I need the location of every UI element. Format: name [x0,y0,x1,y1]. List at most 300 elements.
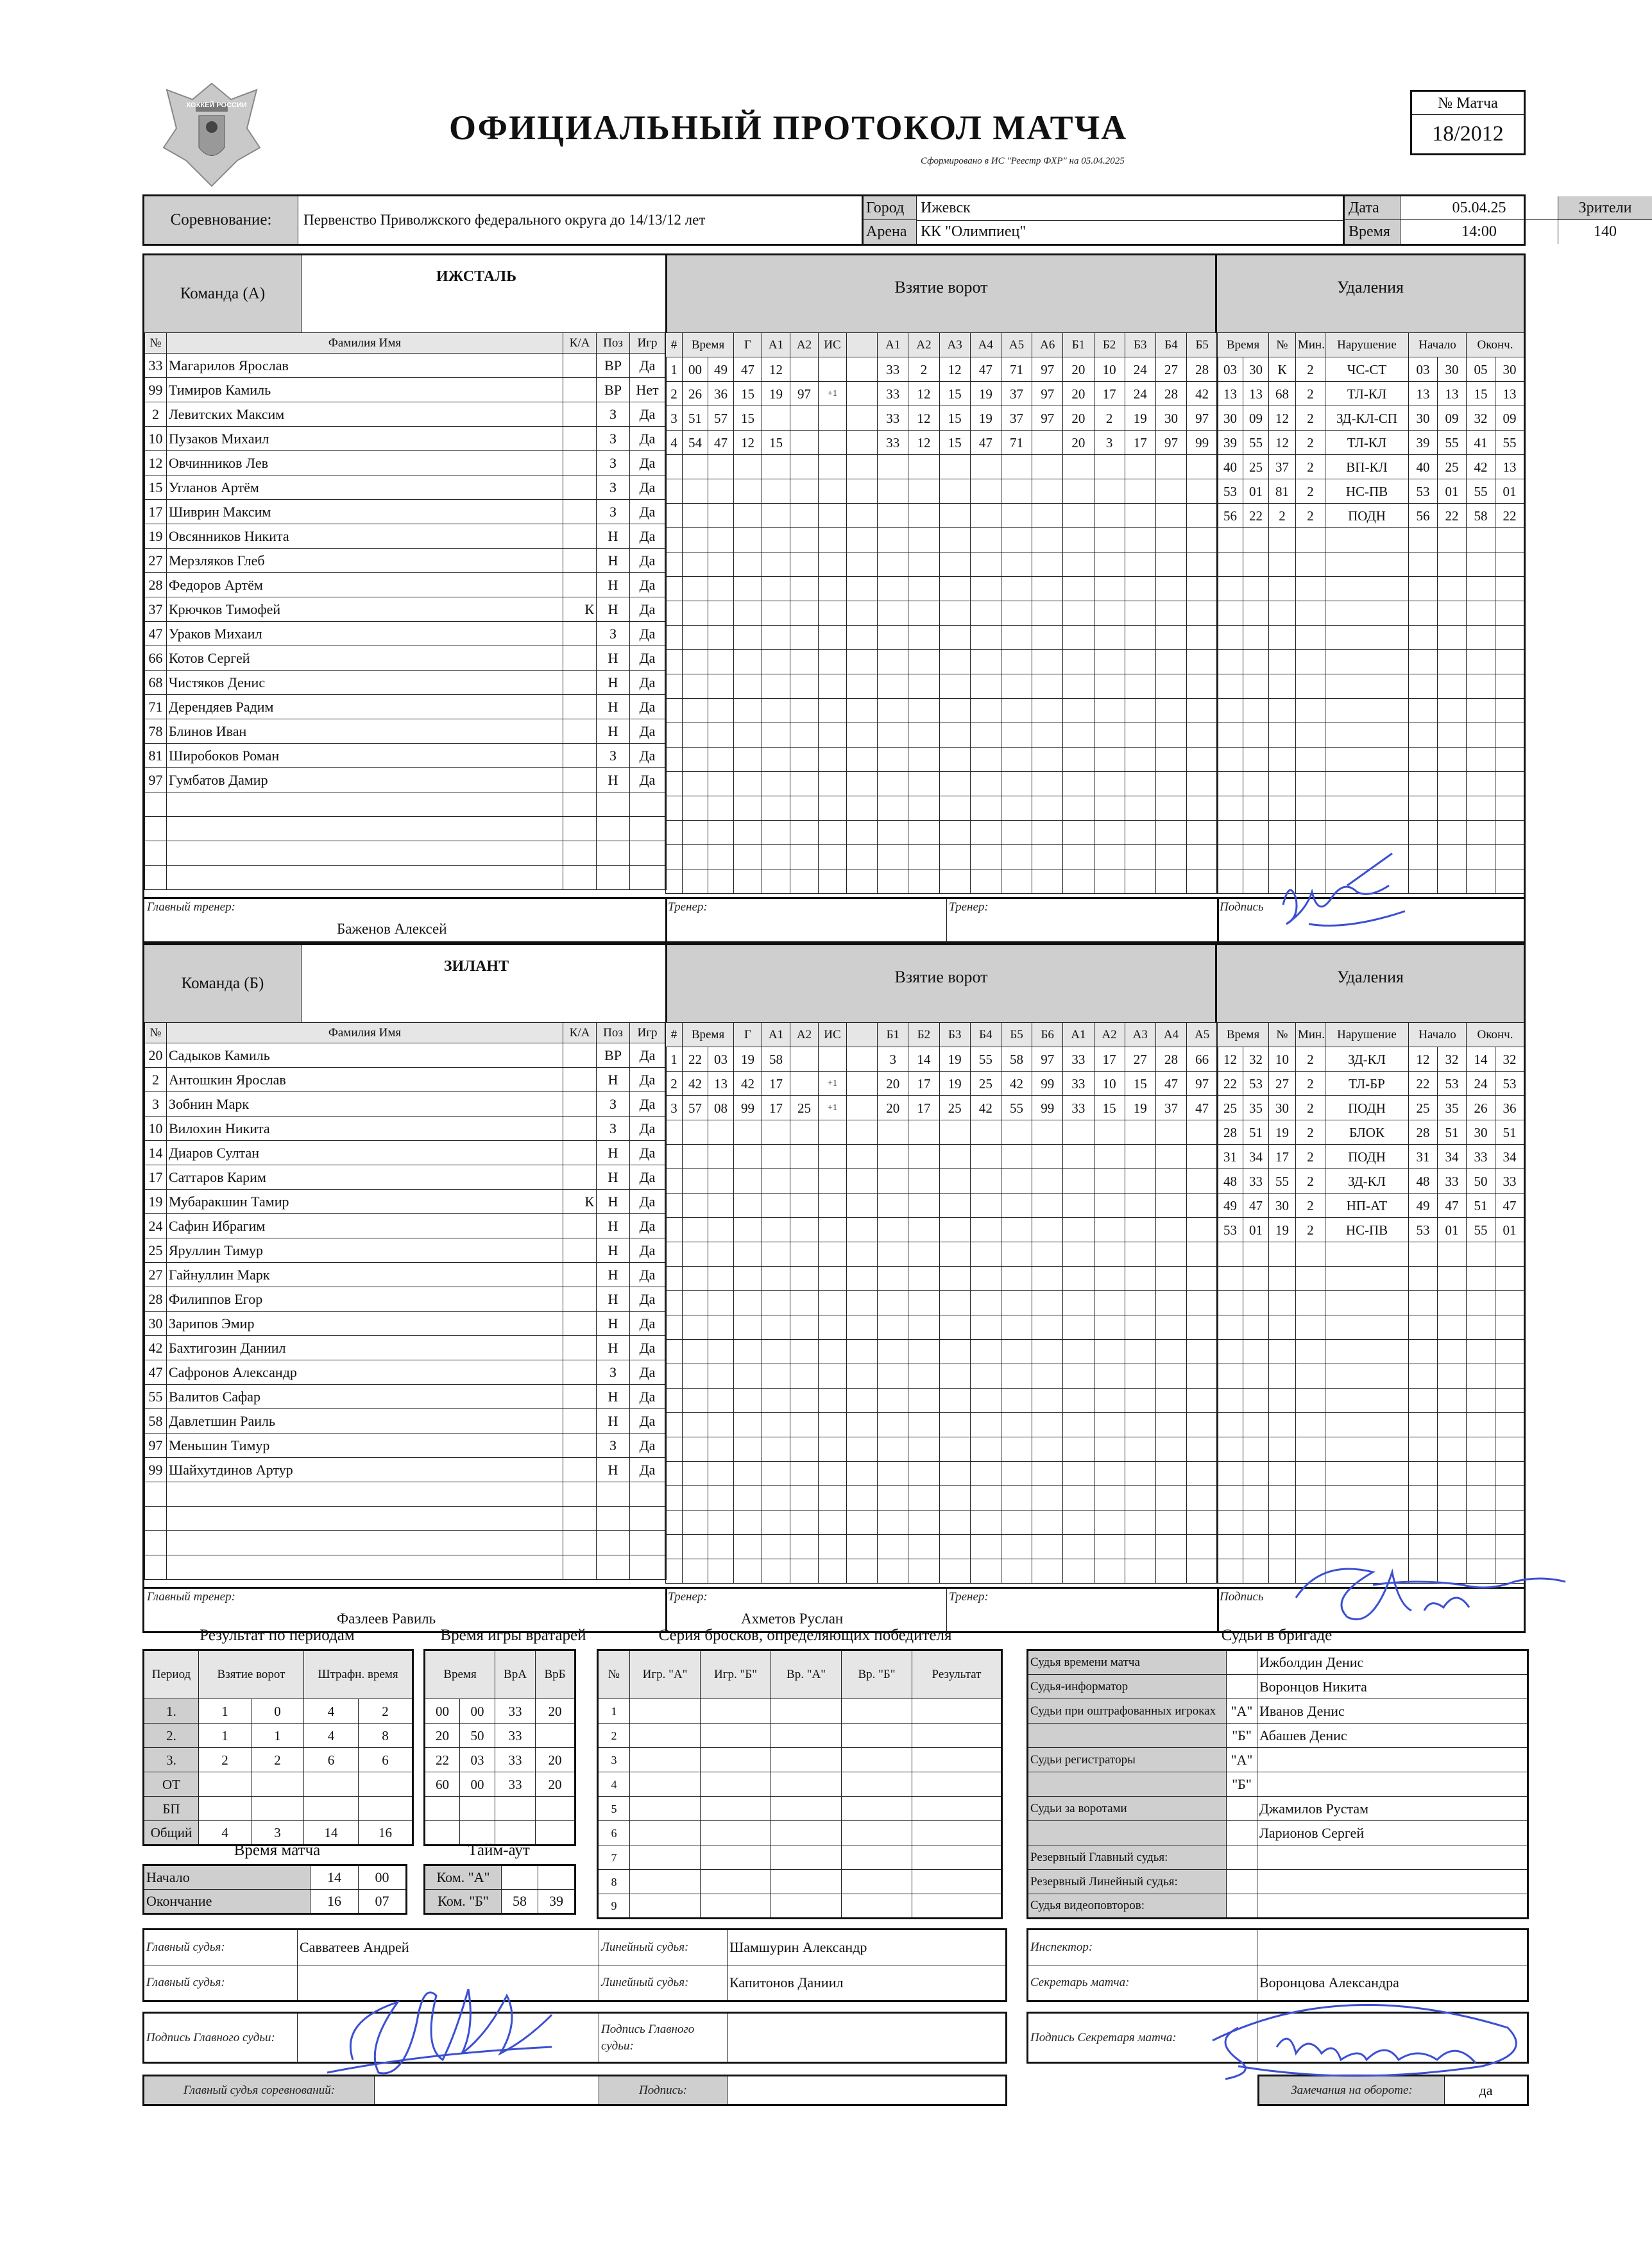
penalty-cell: ЗД-КЛ [1325,1169,1409,1194]
penalty-cell [1269,1340,1296,1364]
goal-cell [1187,796,1218,821]
penalty-row [1218,1389,1524,1413]
goal-cell [790,431,819,455]
penalty-cell [1218,699,1243,723]
goal-cell [847,528,878,552]
goal-cell [847,577,878,601]
penalty-cell: 03 [1218,357,1243,382]
goal-cell [1032,504,1063,528]
goal-cell [878,1389,908,1413]
penalty-cell [1467,772,1495,796]
penalty-cell: 28 [1409,1120,1438,1145]
goal-cell: 26 [683,382,708,406]
goal-cell: 55 [1001,1096,1032,1120]
goal-cell: 20 [878,1096,908,1120]
penalty-cell [1438,699,1467,723]
goal-cell [1094,650,1125,674]
goal-cell [1155,1364,1186,1389]
referee-name: Ларионов Сергей [1257,1821,1528,1845]
player-number: 81 [145,744,167,768]
player-name [167,1507,563,1531]
goal-cell [847,674,878,699]
goal-cell: 17 [762,1096,790,1120]
player-played: Да [630,1263,666,1287]
goal-cell [1155,479,1186,504]
goal-cell [734,1194,762,1218]
date-value: 05.04.25 [1401,196,1558,220]
goal-cell [970,699,1001,723]
penalty-cell [1438,626,1467,650]
penalty-cell [1296,1486,1325,1511]
goal-cell [908,552,939,577]
period-cell: 2 [359,1699,413,1724]
goal-cell [970,528,1001,552]
goal-cell [1187,1559,1218,1584]
goal-cell: 97 [1032,406,1063,431]
goal-cell [878,528,908,552]
player-ka [563,671,597,695]
player-played: Да [630,1409,666,1434]
match-end-h: 16 [311,1890,359,1914]
player-played: Да [630,1068,666,1092]
penalty-cell [1243,1437,1269,1462]
penalty-cell: БЛОК [1325,1120,1409,1145]
goal-cell [819,577,847,601]
goal-cell [666,1194,683,1218]
goal-row [666,650,1218,674]
penalty-cell [1269,1511,1296,1535]
goal-cell [908,455,939,479]
goal-cell: 28 [1187,357,1218,382]
goal-cell [1125,796,1155,821]
goals-header-time: Время [683,1023,734,1047]
penalty-cell [1495,1389,1524,1413]
goal-cell [1125,1291,1155,1315]
penalty-cell [1243,772,1269,796]
goal-cell [878,577,908,601]
player-position: Н [597,646,630,671]
referee-row [1028,1675,1528,1699]
goal-cell [734,1315,762,1340]
penalty-cell [1438,552,1467,577]
goal-cell [847,821,878,845]
player-position: Н [597,719,630,744]
goal-cell [878,1194,908,1218]
periods-table [142,1649,414,1846]
player-position: З [597,622,630,646]
player-ka [563,792,597,817]
goal-cell [939,1267,970,1291]
goal-cell [683,674,708,699]
player-name: Овсянников Никита [167,524,563,549]
player-position: З [597,1360,630,1385]
onice-header: А6 [1032,333,1063,357]
referee-role: Судья времени матча [1028,1650,1227,1675]
penalty-row [1218,1120,1524,1145]
shootout-cell [771,1894,842,1919]
goal-cell: 15 [939,406,970,431]
penalty-row [1218,674,1524,699]
goal-cell [819,1364,847,1389]
onice-header: Б2 [1094,333,1125,357]
goal-cell [970,1169,1001,1194]
goal-cell [1155,1291,1186,1315]
player-ka [563,475,597,500]
referee-role [1028,1772,1227,1797]
penalty-cell [1409,674,1438,699]
goal-cell [1094,1194,1125,1218]
goal-cell [1155,1486,1186,1511]
shootout-cell [842,1821,912,1845]
goals-table [665,332,1218,894]
penalty-cell [1467,1535,1495,1559]
referees-title: Судьи в бригаде [1221,1627,1333,1644]
penalty-cell [1243,626,1269,650]
competition-sign-value [728,2076,1007,2105]
goal-cell [847,1413,878,1437]
shootout-cell [842,1797,912,1821]
player-ka [563,866,597,890]
penalty-row [1218,796,1524,821]
referee-row [1028,1821,1528,1845]
goal-cell: 47 [708,431,734,455]
player-number: 27 [145,1263,167,1287]
player-row [145,1482,666,1507]
referee-team [1227,1845,1257,1870]
penalty-cell: 37 [1269,455,1296,479]
penalty-row [1218,1437,1524,1462]
penalty-cell: 01 [1243,479,1269,504]
player-row [145,1068,666,1092]
penalty-cell [1495,821,1524,845]
gk-cell [536,1724,575,1748]
penalty-cell [1495,1291,1524,1315]
goal-cell [1187,845,1218,869]
penalty-cell [1409,1267,1438,1291]
penalty-cell: 2 [1296,455,1325,479]
goal-cell [1001,1340,1032,1364]
penalty-cell: 2 [1296,406,1325,431]
penalty-cell: ЗД-КЛ-СП [1325,406,1409,431]
player-played: Да [630,695,666,719]
penalty-cell [1218,650,1243,674]
goal-cell [790,699,819,723]
penalty-cell [1325,1437,1409,1462]
period-cell: Общий [144,1821,199,1845]
penalty-cell: 01 [1438,479,1467,504]
penalty-cell: 12 [1269,431,1296,455]
player-ka [563,1434,597,1458]
penalty-cell: 09 [1438,406,1467,431]
secretary-value: Воронцова Александра [1257,1965,1528,2001]
goal-row [666,382,1218,406]
onice-header: А3 [939,333,970,357]
gk-cell [425,1797,460,1821]
goal-cell [1125,601,1155,626]
goal-cell [1032,723,1063,748]
arena-label: Арена [862,220,917,244]
goal-cell [1187,1169,1218,1194]
penalty-cell [1296,699,1325,723]
goal-cell [908,650,939,674]
penalty-cell [1269,552,1296,577]
goal-cell [1125,1389,1155,1413]
goal-cell [683,1267,708,1291]
goal-cell [666,479,683,504]
shootout-cell [701,1845,771,1870]
penalty-row [1218,504,1524,528]
player-number: 28 [145,1287,167,1312]
goal-cell [1155,1535,1186,1559]
penalty-cell [1325,577,1409,601]
onice-header: А2 [1094,1023,1125,1047]
penalty-cell: 28 [1218,1120,1243,1145]
player-position [597,1555,630,1580]
player-name: Мубаракшин Тамир [167,1190,563,1214]
shootout-cell [630,1894,701,1919]
player-ka [563,1458,597,1482]
goal-cell [819,1291,847,1315]
penalty-cell [1467,1486,1495,1511]
sig-main-1 [298,2013,599,2063]
referee-team: "Б" [1227,1724,1257,1748]
penalty-cell [1409,1291,1438,1315]
goal-cell [1032,552,1063,577]
goal-cell [1032,1315,1063,1340]
goal-cell [970,674,1001,699]
goal-cell [847,723,878,748]
penalty-cell [1438,674,1467,699]
goal-cell [762,1267,790,1291]
goal-cell [908,577,939,601]
sig-sec-label: Подпись Секретаря матча: [1028,2013,1257,2063]
penalty-cell [1409,748,1438,772]
goal-cell [1094,1413,1125,1437]
shootout-header: Игр. "Б" [701,1650,771,1699]
goal-cell [1187,1291,1218,1315]
roster-table [144,332,667,890]
penalty-row [1218,1242,1524,1267]
goal-cell: 28 [1155,1047,1186,1072]
goal-cell [1125,1437,1155,1462]
goal-cell [908,1413,939,1437]
player-row [145,1165,666,1190]
penalty-cell [1325,748,1409,772]
city-value: Ижевск [921,200,971,216]
penalty-cell: 31 [1218,1145,1243,1169]
goal-cell [1125,479,1155,504]
penalty-cell [1495,1486,1524,1511]
penalty-cell: 47 [1243,1194,1269,1218]
penalty-cell: 47 [1495,1194,1524,1218]
player-ka [563,1287,597,1312]
shootout-cell [842,1724,912,1748]
player-row [145,1214,666,1238]
goal-cell [939,626,970,650]
penalty-cell [1296,748,1325,772]
goal-cell [708,1267,734,1291]
penalty-cell: 56 [1409,504,1438,528]
player-position: Н [597,1336,630,1360]
goal-cell: 10 [1094,357,1125,382]
roster-header-pos: Поз [597,1023,630,1043]
main-ref-label-2: Главный судья: [144,1965,298,2001]
goal-cell [1125,504,1155,528]
shootout-cell [842,1699,912,1724]
goal-cell [819,1242,847,1267]
goal-cell [878,1291,908,1315]
coach-row [144,897,1524,941]
goal-cell [847,845,878,869]
penalty-cell [1218,845,1243,869]
penalty-cell: 30 [1243,357,1269,382]
goal-cell: 15 [762,431,790,455]
goal-cell [734,699,762,723]
penalty-cell: 12 [1269,406,1296,431]
penalty-cell [1438,1413,1467,1437]
penalty-cell [1269,577,1296,601]
goal-cell: 97 [1032,1047,1063,1072]
goal-cell [683,845,708,869]
penalty-cell: 58 [1467,504,1495,528]
pen-header-end: Оконч. [1467,333,1524,357]
goal-cell [790,1462,819,1486]
goals-header-a1: А1 [762,333,790,357]
penalty-cell [1438,1267,1467,1291]
inspector-label: Инспектор: [1028,1930,1257,1965]
goal-cell [666,577,683,601]
period-cell: 4 [199,1821,251,1845]
gk-cell: 33 [495,1699,536,1724]
goal-cell [878,1462,908,1486]
shootout-no: 1 [598,1699,630,1724]
goal-cell: 33 [878,431,908,455]
goal-cell [847,748,878,772]
team-label: Команда (Б) [144,945,302,1022]
goal-cell: 2 [666,1072,683,1096]
goal-cell [762,1511,790,1535]
goal-cell [1063,748,1094,772]
goal-cell [708,869,734,894]
goal-cell [819,1145,847,1169]
gk-cell: 20 [536,1748,575,1772]
penalty-cell [1218,772,1243,796]
player-played [630,817,666,841]
goal-cell [666,1364,683,1389]
goal-cell [908,1267,939,1291]
goal-cell [939,1559,970,1584]
penalty-row [1218,1145,1524,1169]
shootout-header: Вр. "А" [771,1650,842,1699]
penalty-cell [1269,796,1296,821]
goal-cell [1063,455,1094,479]
head-coach-label: Главный тренер: [147,900,235,914]
goal-cell [1125,1218,1155,1242]
goal-cell [1001,601,1032,626]
penalty-cell [1269,1486,1296,1511]
goal-cell [1032,431,1063,455]
penalty-row [1218,650,1524,674]
goal-cell: 15 [734,382,762,406]
goal-cell [908,1242,939,1267]
goal-cell [1094,748,1125,772]
shootout-row [598,1894,1002,1919]
player-ka [563,1263,597,1287]
penalty-cell [1495,772,1524,796]
goal-cell [847,869,878,894]
goal-cell: 19 [1125,406,1155,431]
penalty-cell [1409,577,1438,601]
goal-cell [1187,1194,1218,1218]
goal-cell [1155,1559,1186,1584]
goal-cell [878,869,908,894]
penalty-cell [1409,699,1438,723]
penalty-cell [1218,1291,1243,1315]
penalty-cell: 55 [1438,431,1467,455]
goal-cell [939,1315,970,1340]
goal-cell [1125,1145,1155,1169]
player-row [145,719,666,744]
penalty-cell [1296,1291,1325,1315]
goal-cell [762,699,790,723]
penalty-cell [1218,1315,1243,1340]
roster-header-played: Игр [630,333,666,354]
referee-name [1257,1870,1528,1894]
goal-cell [1187,455,1218,479]
player-number: 33 [145,354,167,378]
goal-cell [1001,528,1032,552]
goal-cell [1032,479,1063,504]
goal-cell [847,1535,878,1559]
goal-cell [708,626,734,650]
remarks-value: да [1445,2076,1528,2105]
shootout-cell [912,1797,1002,1821]
shootout-cell [842,1845,912,1870]
goal-cell [734,1242,762,1267]
player-played: Да [630,354,666,378]
timeout-a-label: Ком. "А" [425,1865,502,1890]
goal-cell [970,1486,1001,1511]
goal-cell [708,577,734,601]
goal-cell [790,1389,819,1413]
coach-divider-2 [946,899,947,943]
player-row [145,1385,666,1409]
goal-cell [683,1242,708,1267]
period-cell: 2 [199,1748,251,1772]
goal-cell [1032,1559,1063,1584]
goal-cell [1187,772,1218,796]
match-time-title: Время матча [234,1842,321,1859]
penalty-row [1218,1486,1524,1511]
goal-cell [1155,796,1186,821]
goal-cell [1063,1315,1094,1340]
goal-cell [1125,1413,1155,1437]
penalty-row [1218,1535,1524,1559]
player-name: Чистяков Денис [167,671,563,695]
penalty-cell: 30 [1495,357,1524,382]
penalty-cell: 2 [1296,1120,1325,1145]
goal-cell [1094,504,1125,528]
shootout-cell [842,1870,912,1894]
goal-cell [1187,699,1218,723]
goal-cell [1187,674,1218,699]
goal-cell [666,626,683,650]
goal-row [666,1120,1218,1145]
penalty-cell [1495,552,1524,577]
penalty-cell [1269,1559,1296,1584]
goal-cell [939,650,970,674]
player-name: Зобнин Марк [167,1092,563,1117]
